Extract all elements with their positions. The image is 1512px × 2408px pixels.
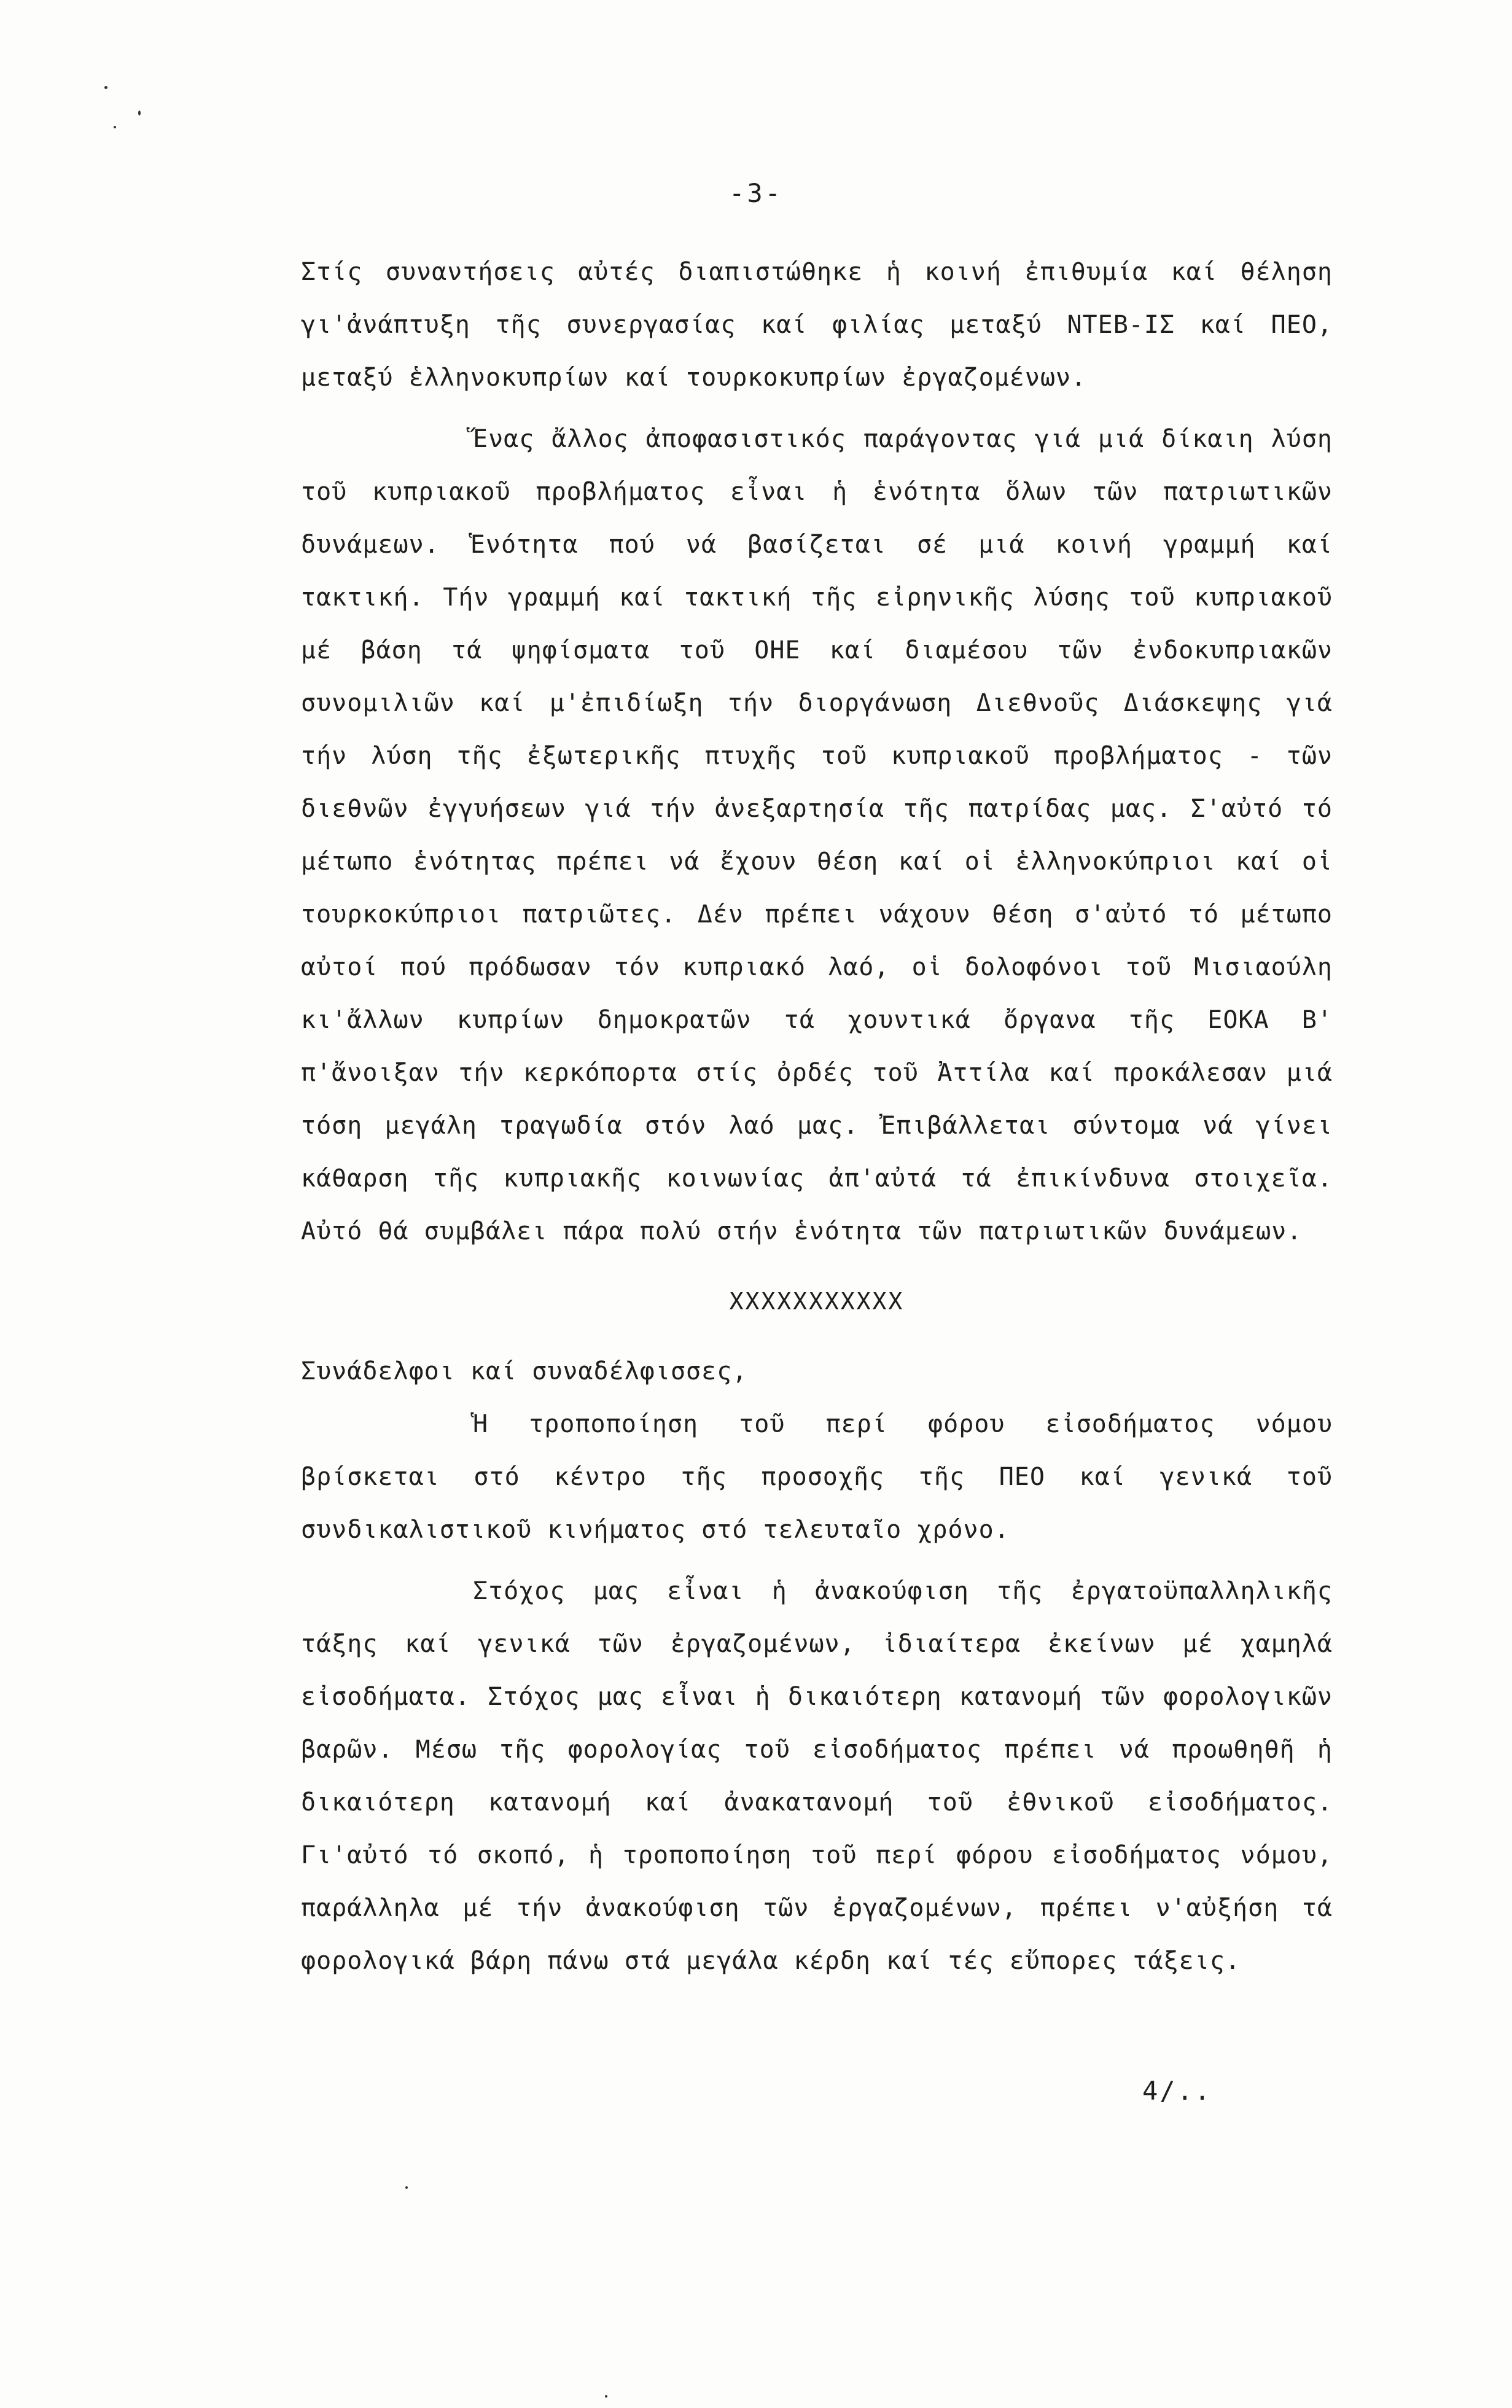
scan-speck xyxy=(114,126,116,128)
scan-speck xyxy=(104,86,107,89)
section-separator: XXXXXXXXXXX xyxy=(729,1288,905,1315)
paragraph-meetings: Στίς συναντήσεις αὐτές διαπιστώθηκε ἡ κοινή ἐπιθυμία καί θέληση γι'ἀνάπτυξη τῆς συνεργασίας καί φιλίας μεταξύ ΝΤΕΒ-ΙΣ καί ΠΕΟ, μεταξύ ἑλληνοκυπρίων καί τουρκοκυπρίων ἐργαζομένων. xyxy=(301,258,1333,392)
paragraph-goals: Στόχος μας εἶναι ἡ ἀνακούφιση τῆς ἐργατοϋπαλληλικῆς τάξης καί γενικά τῶν ἐργαζομένων, ἰδιαίτερα ἐκείνων μέ χαμηλά εἰσοδήματα. Στόχος μας εἶναι ἡ δικαιότερη κατανομή τῶν φορολογικῶν βαρῶν. Μέσω τῆς φορολογίας τοῦ εἰσοδήματος πρέπει νά προωθηθῆ ἡ δικαιότερη κατανομή καί ἀνακατανομή τοῦ ἐθνικοῦ εἰσοδήματος. Γι'αὐτό τό σκοπό, ἡ τροποποίηση τοῦ περί φόρου εἰσοδήματος νόμου, παράλληλα μέ τήν ἀνακούφιση τῶν ἐργαζομένων, πρέπει ν'αὐξήση τά φορολογικά βάρη πάνω στά μεγάλα κέρδη καί τές εὔπορες τάξεις. xyxy=(301,1577,1333,1975)
document-body xyxy=(301,246,1333,1987)
paragraph-income-tax: Ἡ τροποποίηση τοῦ περί φόρου εἰσοδήματος νόμου βρίσκεται στό κέντρο τῆς προσοχῆς τῆς ΠΕΟ καί γενικά τοῦ συνδικαλιστικοῦ κινήματος στό τελευταῖο χρόνο. xyxy=(301,1410,1333,1544)
salutation: Συνάδελφοι καί συναδέλφισσες, xyxy=(301,1357,748,1385)
continuation-marker: 4/.. xyxy=(1142,2076,1212,2106)
scan-speck xyxy=(405,2186,408,2189)
scan-speck xyxy=(138,111,141,115)
paragraph-unity: Ἕνας ἄλλος ἀποφασιστικός παράγοντας γιά μιά δίκαιη λύση τοῦ κυπριακοῦ προβλήματος εἶναι ἡ ἑνότητα ὅλων τῶν πατριωτικῶν δυνάμεων. Ἑνότητα πού νά βασίζεται σέ μιά κοινή γραμμή καί τακτική. Τήν γραμμή καί τακτική τῆς εἰρηνικῆς λύσης τοῦ κυπριακοῦ μέ βάση τά ψηφίσματα τοῦ ΟΗΕ καί διαμέσου τῶν ἐνδοκυπριακῶν συνομιλιῶν καί μ'ἐπιδίωξη τήν διοργάνωση Διεθνοῦς Διάσκεψης γιά τήν λύση τῆς ἐξωτερικῆς πτυχῆς τοῦ κυπριακοῦ προβλήματος - τῶν διεθνῶν ἐγγυήσεων γιά τήν ἀνεξαρτησία τῆς πατρίδας μας. Σ'αὐτό τό μέτωπο ἑνότητας πρέπει νά ἔχουν θέση καί οἱ ἑλληνοκύπριοι καί οἱ τουρκοκύπριοι πατριῶτες. Δέν πρέπει νάχουν θέση σ'αὐτό τό μέτωπο αὐτοί πού πρόδωσαν τόν κυπριακό λαό, οἱ δολοφόνοι τοῦ Μισιαούλη κι'ἄλλων κυπρίων δημοκρατῶν τά χουντικά ὄργανα τῆς ΕΟΚΑ Β' π'ἄνοιξαν τήν κερκόπορτα στίς ὀρδές τοῦ Ἀττίλα καί προκάλεσαν μιά τόση μεγάλη τραγωδία στόν λαό μας. Ἐπιβάλλεται σύντομα νά γίνει κάθαρση τῆς κυπριακῆς κοινωνίας ἀπ'αὐτά τά ἐπικίνδυνα στοιχεῖα. Αὐτό θά συμβάλει πάρα πολύ στήν ἑνότητα τῶν πατριωτικῶν δυνάμεων. xyxy=(301,425,1333,1245)
scan-speck xyxy=(605,2395,607,2398)
page-number: -3- xyxy=(729,178,783,208)
